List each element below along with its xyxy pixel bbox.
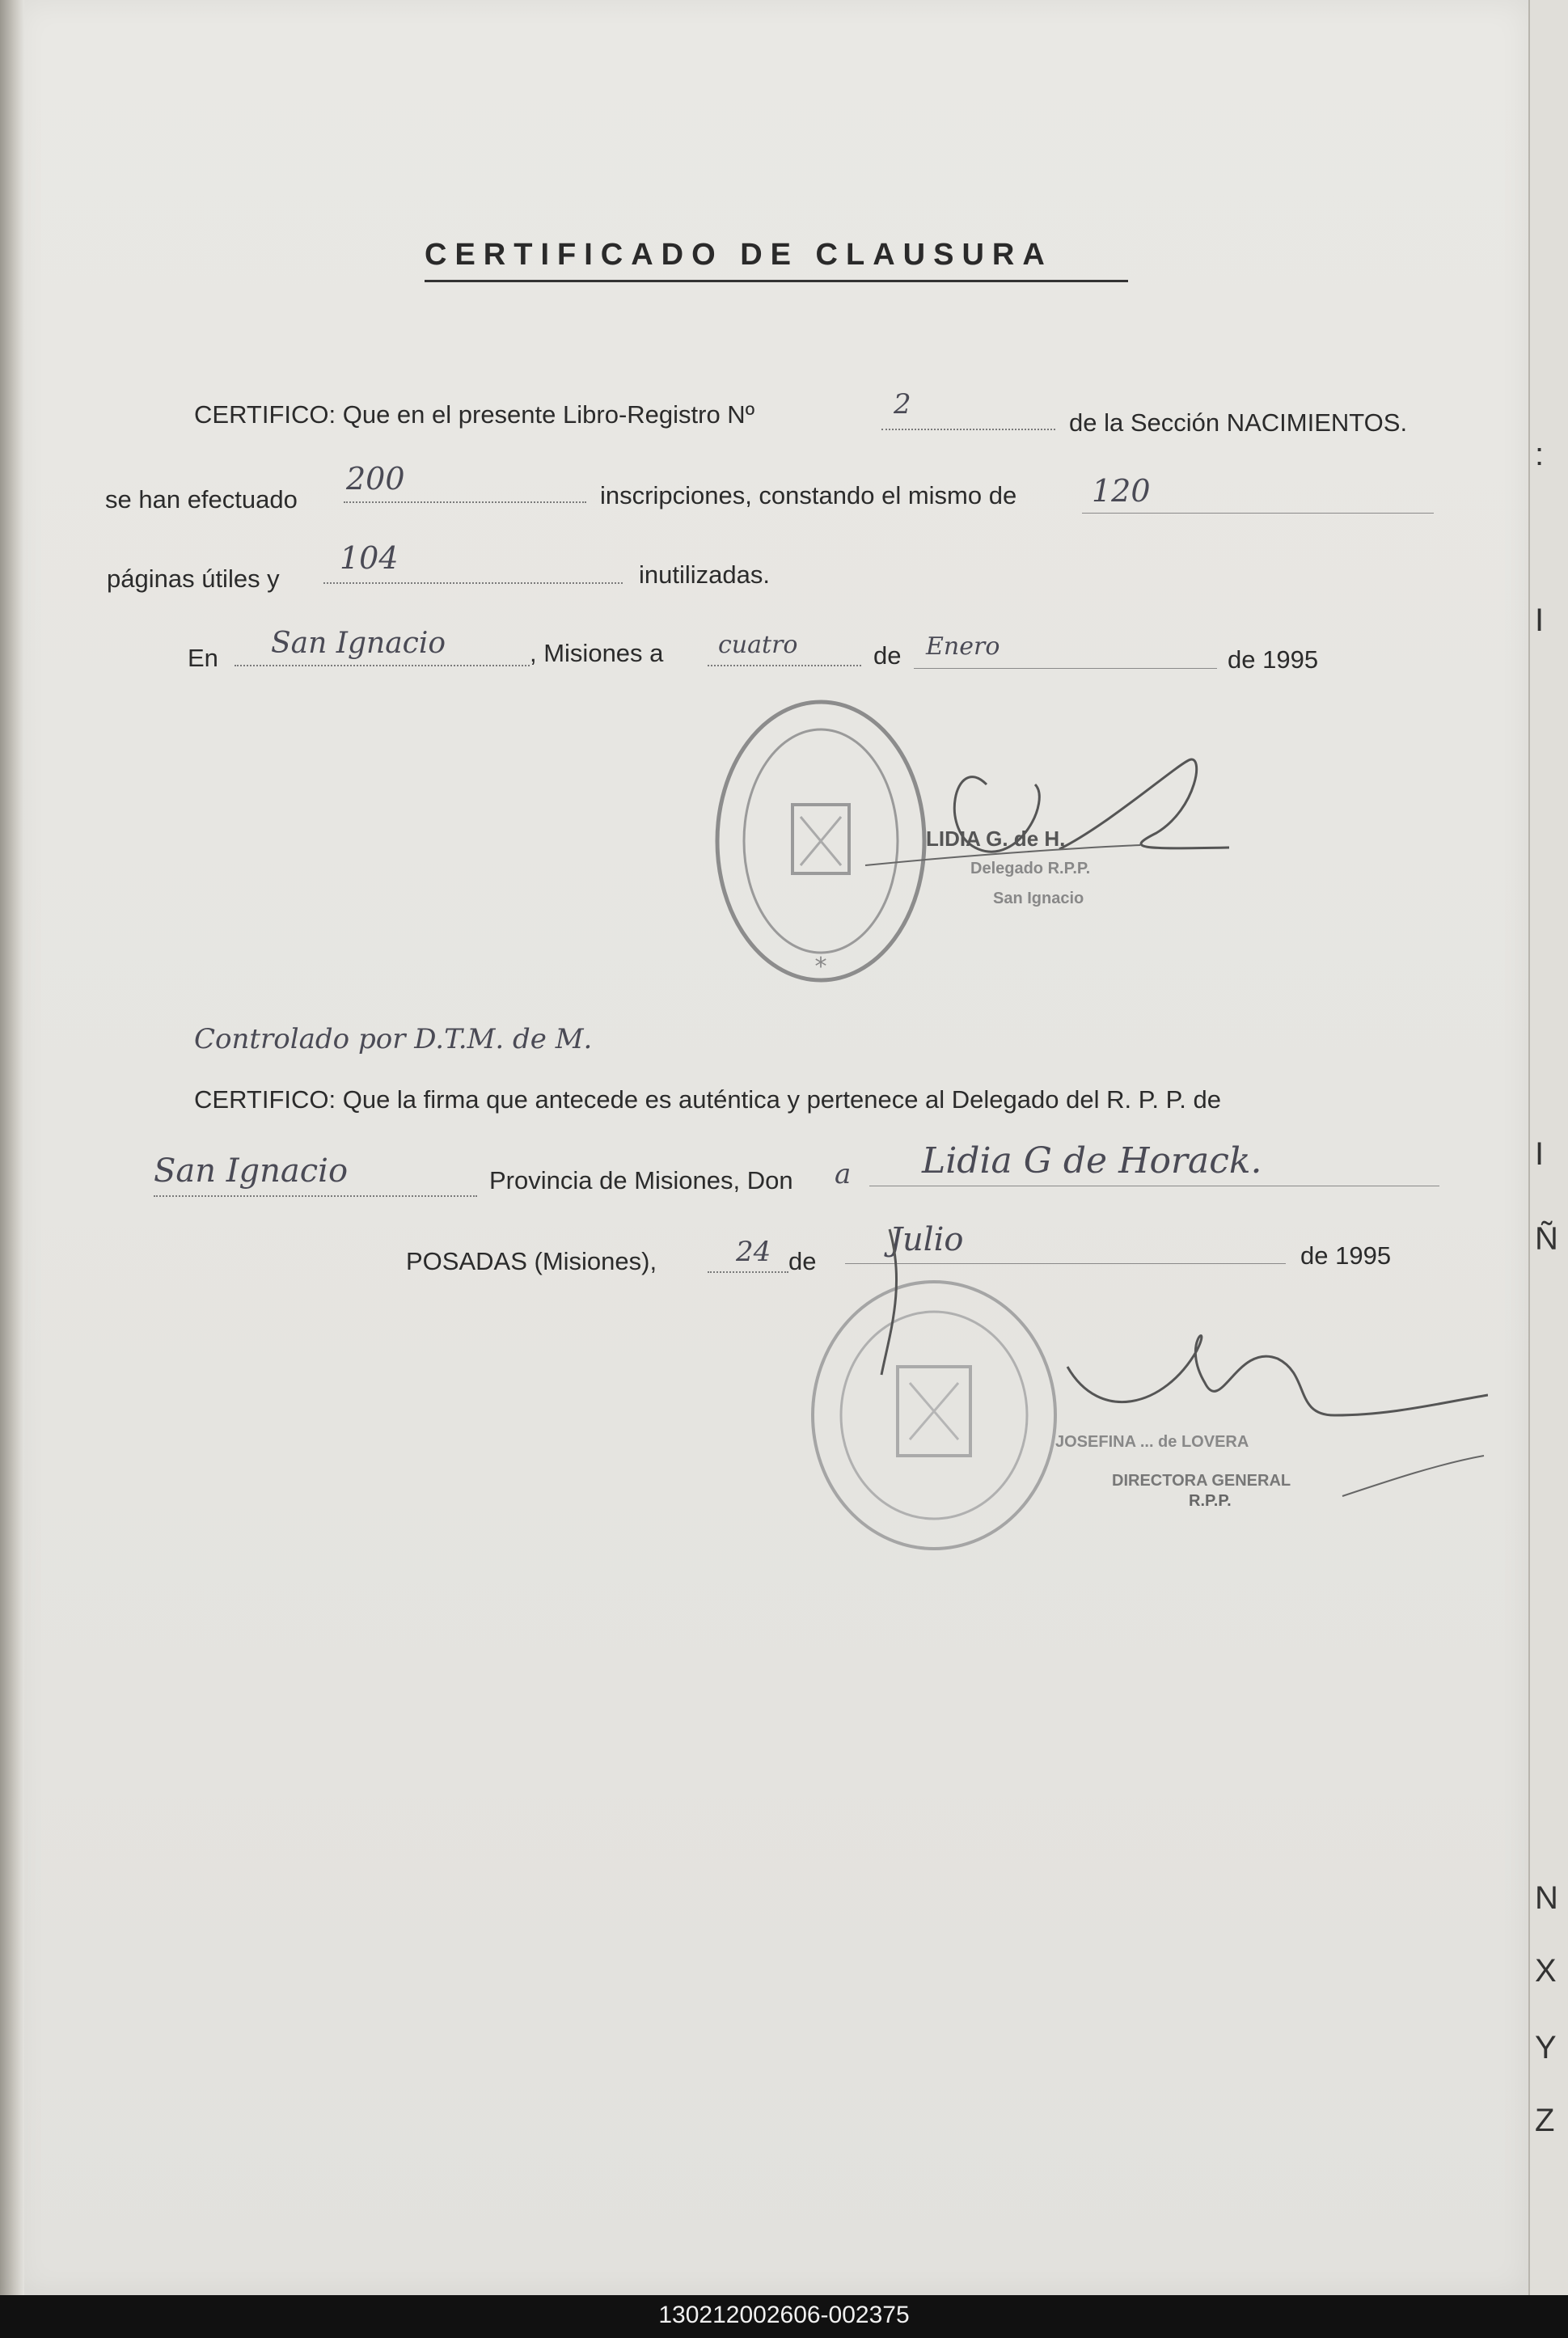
stamp2-role: DIRECTORA GENERAL [1112,1472,1291,1490]
nombre-handwritten: Lidia G de Horack. [922,1140,1262,1182]
controlado-annotation: Controlado por D.T.M. de M. [194,1023,593,1055]
fill-line [235,665,530,666]
side-mark: X [1535,1953,1557,1989]
document-page [18,0,1528,2295]
fill-line [323,582,623,584]
fill-line [914,668,1217,669]
libro-number: 2 [894,388,911,421]
certifico-line-1: CERTIFICO: Que en el presente Libro-Registro Nº [194,400,755,429]
document-id: 130212002606-002375 [658,2302,910,2328]
dia-handwritten: cuatro [718,631,798,659]
provincia-text: Provincia de Misiones, Don [489,1166,793,1194]
inscripciones-text: inscripciones, constando el mismo de [600,481,1017,509]
lugar-handwritten: San Ignacio [271,627,446,660]
seccion-text: de la Sección NACIMIENTOS. [1069,408,1408,437]
stamp1-place: San Ignacio [993,890,1084,907]
anio-text: de 1995 [1228,645,1319,674]
mes-handwritten: Enero [926,632,1000,661]
document-title: CERTIFICADO DE CLAUSURA [425,238,1053,272]
stamp1-role: Delegado R.P.P. [970,860,1091,877]
certifico-line-2: CERTIFICO: Que la firma que antecede es auténtica y pertenece al Delegado del R. P. P. de [194,1085,1222,1114]
dona-suffix: a [835,1158,852,1190]
stamp2-name: JOSEFINA ... de LOVERA [1055,1433,1249,1451]
side-mark: Y [1535,2030,1557,2065]
side-mark: Z [1535,2103,1555,2138]
dia2-handwritten: 24 [736,1236,771,1268]
stamp1-name: LIDIA G. de H. [926,827,1066,851]
misiones-a-text: , Misiones a [530,639,664,667]
fill-line [1082,513,1434,514]
fill-line [708,1271,788,1273]
inscripciones-number: 200 [346,461,405,497]
de-text: de [873,641,902,670]
title-underline [425,280,1128,282]
fill-line [344,501,586,503]
side-mark: Ñ [1535,1221,1558,1257]
en-text: En [188,644,218,672]
lugar2-handwritten: San Ignacio [154,1152,349,1190]
stamp2-org: R.P.P. [1189,1492,1232,1510]
mes2-handwritten: Julio [890,1221,964,1258]
fill-line [881,429,1055,430]
side-mark: N [1535,1880,1558,1916]
side-mark: I [1535,1136,1545,1172]
page-left-edge [0,0,24,2295]
svg-text:*: * [814,953,827,981]
de2-text: de [788,1247,817,1275]
side-mark: : [1535,437,1545,472]
inutilizadas-number: 104 [340,540,399,576]
fill-line [154,1195,477,1197]
inutilizadas-text: inutilizadas. [639,560,770,589]
side-mark: I [1535,602,1545,638]
efectuado-text: se han efectuado [105,485,298,514]
paginas-number: 120 [1092,473,1151,509]
paginas-text: páginas útiles y [107,564,280,593]
fill-line [708,665,861,666]
posadas-text: POSADAS (Misiones), [406,1247,657,1275]
anio2-text: de 1995 [1300,1241,1392,1270]
